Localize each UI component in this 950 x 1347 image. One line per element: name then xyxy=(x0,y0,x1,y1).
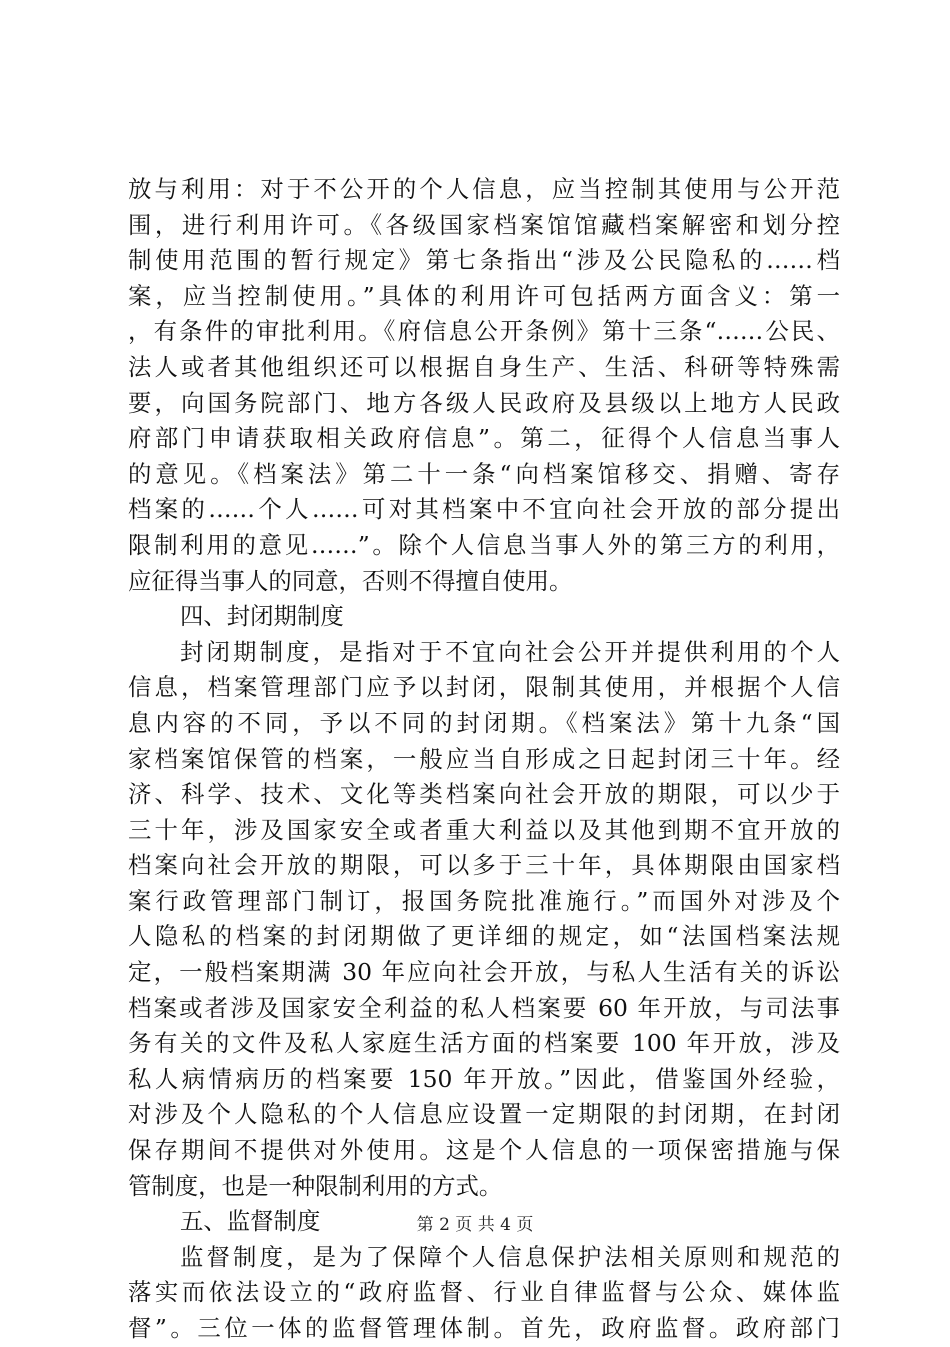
text-line: 应征得当事人的同意，否则不得擅自使用。 xyxy=(128,566,573,595)
text-line: 封闭期制度，是指对于不宜向社会公开并提供利用的个人 xyxy=(180,637,840,666)
text-line: 制使用范围的暂行规定》第七条指出“涉及公民隐私的……档 xyxy=(128,246,840,275)
text-line: 三十年，涉及国家安全或者重大利益以及其他到期不宜开放的 xyxy=(128,815,840,844)
text-line: ，有条件的审批利用。《府信息公开条例》第十三条“……公民、 xyxy=(128,317,840,346)
text-line: 督”。三位一体的监督管理体制。首先，政府监督。政府部门 xyxy=(128,1314,840,1342)
text-line: 济、科学、技术、文化等类档案向社会开放的期限，可以少于 xyxy=(128,780,840,809)
text-line: 案行政管理部门制订，报国务院批准施行。”而国外对涉及个 xyxy=(128,886,840,915)
text-line: 信息，档案管理部门应予以封闭，限制其使用，并根据个人信 xyxy=(128,673,840,702)
text-line: 放与利用：对于不公开的个人信息，应当控制其使用与公开范 xyxy=(128,175,840,203)
text-line: 四、封闭期制度 xyxy=(180,602,344,631)
text-line: 管制度，也是一种限制利用的方式。 xyxy=(128,1171,503,1200)
body-text xyxy=(128,172,840,1347)
text-line: 私人病情病历的档案要 150 年开放。”因此，借鉴国外经验， xyxy=(128,1064,840,1093)
text-line: 的意见。《档案法》第二十一条“向档案馆移交、捐赠、寄存 xyxy=(128,459,840,488)
text-line: 对涉及个人隐私的个人信息应设置一定期限的封闭期，在封闭 xyxy=(128,1100,840,1129)
text-line: 家档案馆保管的档案，一般应当自形成之日起封闭三十年。经 xyxy=(128,744,840,773)
text-line: 案，应当控制使用。”具体的利用许可包括两方面含义：第一 xyxy=(128,281,840,310)
text-line: 落实而依法设立的“政府监督、行业自律监督与公众、媒体监 xyxy=(128,1278,840,1307)
text-line: 息内容的不同，予以不同的封闭期。《档案法》第十九条“国 xyxy=(128,708,840,737)
text-line: 府部门申请获取相关政府信息”。第二，征得个人信息当事人 xyxy=(128,424,840,453)
text-line: 定，一般档案期满 30 年应向社会开放，与私人生活有关的诉讼 xyxy=(128,958,840,987)
text-line: 限制利用的意见……”。除个人信息当事人外的第三方的利用， xyxy=(128,530,840,559)
text-line: 监督制度，是为了保障个人信息保护法相关原则和规范的 xyxy=(180,1242,840,1271)
text-line: 人隐私的档案的封闭期做了更详细的规定，如“法国档案法规 xyxy=(128,922,840,951)
text-line: 档案向社会开放的期限，可以多于三十年，具体期限由国家档 xyxy=(128,851,840,880)
page-footer: 第 2 页 共 4 页 xyxy=(416,1215,534,1235)
text-line: 保存期间不提供对外使用。这是个人信息的一项保密措施与保 xyxy=(128,1136,840,1165)
text-line: 法人或者其他组织还可以根据自身生产、生活、科研等特殊需 xyxy=(128,352,840,381)
text-line: 档案或者涉及国家安全利益的私人档案要 60 年开放，与司法事 xyxy=(128,993,840,1022)
text-line: 档案的……个人……可对其档案中不宜向社会开放的部分提出 xyxy=(128,495,840,524)
text-line: 五、监督制度 xyxy=(180,1207,321,1236)
text-line: 要，向国务院部门、地方各级人民政府及县级以上地方人民政 xyxy=(128,388,840,417)
text-line: 围，进行利用许可。《各级国家档案馆馆藏档案解密和划分控 xyxy=(128,210,840,239)
text-line: 务有关的文件及私人家庭生活方面的档案要 100 年开放，涉及 xyxy=(128,1029,840,1058)
